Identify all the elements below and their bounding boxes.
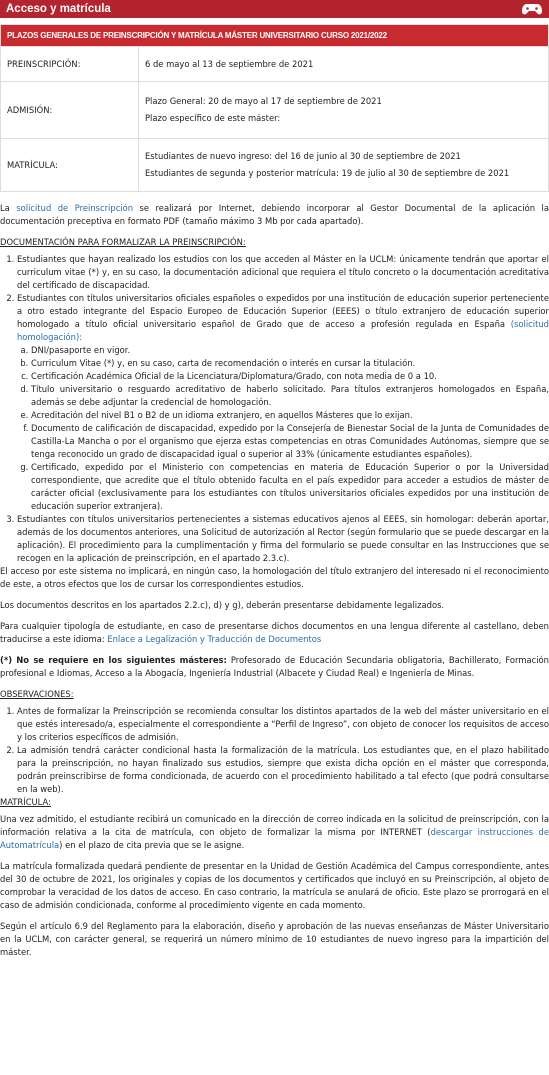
list-item: a. DNI/pasaporte en vigor.: [31, 344, 549, 357]
section-header: [0, 0, 549, 18]
observations-heading: OBSERVACIONES:: [0, 689, 74, 699]
translation-link[interactable]: Enlace a Legalización y Traducción de Documentos: [107, 634, 322, 644]
homologation-link[interactable]: (solicitud homologación):: [17, 319, 549, 342]
enrollment-paragraph: Una vez admitido, el estudiante recibirá un comunicado en la dirección de correo indicada en la solicitud de preinscripción, con la información relativa a la cita de matrícula, con objeto de formalizar la misma por INTERNET (descargar instrucciones de Automatrícula) en el plazo de cita previa que se le asigne.: [0, 814, 549, 850]
sublist: [17, 344, 549, 513]
list-item: 2. La admisión tendrá carácter condicional hasta la formalización de la matrícula. Los estudiantes que, en el plazo habilitado para la preinscripción, no hayan finalizado sus estudios, siempre que exista dicha opción en el máster que corresponda, podrán preinscribirse de forma condicionada, de acuerdo con el procedimiento habilitado a tal efecto (que podrá consultarse en la web).: [17, 744, 549, 796]
list-item: g. Certificado, expedido por el Ministerio con competencias en materia de Educación Superior o por la Universidad correspondiente, que acredite que el título obtenido faculta en el país expedidor para acceder a estudios de máster de carácter oficial (exclusivamente para los estudiantes con títulos universitarios oficiales expedidos por una institución de educación superior extranjera).: [31, 461, 549, 513]
preinscription-link[interactable]: solicitud de Preinscripción: [16, 203, 134, 213]
access-paragraph: El acceso por este sistema no implicará, en ningún caso, la homologación del título extranjero del interesado ni el reconocimiento de este, a otros efectos que los de cursar los correspondientes estudios.: [0, 566, 549, 589]
table-row: [1, 47, 549, 82]
row-value: 6 de mayo al 13 de septiembre de 2021: [139, 47, 549, 82]
table-row: [1, 82, 549, 139]
enrollment-heading: MATRÍCULA:: [0, 797, 51, 807]
table-row: [1, 139, 549, 192]
main-content: [0, 202, 549, 959]
observations-list: [0, 705, 549, 796]
legal-paragraph: Los documentos descritos en los apartados 2.2.c), d) y g), deberán presentarse debidamente legalizados.: [0, 600, 445, 610]
row-label: MATRÍCULA:: [1, 139, 139, 192]
documentation-list: [0, 253, 549, 565]
list-item: 1. Estudiantes que hayan realizado los estudios con los que acceden al Máster en la UCLM: únicamente tendrán que aportar el curriculum vitae (*) y, en su caso, la documentación adicional que requiera el título concreto o la documentación acreditativa del certificado de discapacidad.: [17, 253, 549, 292]
automatricula-link[interactable]: descargar instrucciones de Automatrícula: [0, 827, 549, 850]
section-title: Acceso y matrícula: [6, 2, 111, 15]
gamepad-icon: [521, 2, 543, 16]
list-item: 3. Estudiantes con títulos universitarios pertenecientes a sistemas educativos ajenos al EEES, sin homologar: deberán aportar, además de los documentos anteriores, una Solicitud de autorización al Rector (según formulario que se puede descargar en la aplicación). El procedimiento para la cumplimentación y firma del formulario se puede consultar en las Instrucciones que se recogen en la aplicación de preinscripción, en el apartado 2.3.c).: [17, 513, 549, 565]
list-item: f. Documento de calificación de discapacidad, expedido por la Consejería de Bienestar Social de la Junta de Comunidades de Castilla-La Mancha o por el organismo que ejerza estas competencias en otras Comunidades Autónomas, siempre que se tenga reconocido un grado de discapacidad igual o superior al 33% (únicamente estudiantes españoles).: [31, 422, 549, 461]
list-item: c. Certificación Académica Oficial de la Licenciatura/Diplomatura/Grado, con nota media de 0 a 10.: [31, 370, 549, 383]
row-label: ADMISIÓN:: [1, 82, 139, 139]
list-item: b. Curriculum Vitae (*) y, en su caso, carta de recomendación o interés en cursar la titulación.: [31, 357, 549, 370]
row-value: Plazo General: 20 de mayo al 17 de septiembre de 2021 Plazo específico de este máster:: [139, 82, 549, 139]
language-paragraph: Para cualquier tipología de estudiante, en caso de presentarse dichos documentos en una lengua diferente al castellano, deben traducirse a este idioma: Enlace a Legalización y Traducción de Documentos: [0, 621, 549, 644]
list-item: 1. Antes de formalizar la Preinscripción se recomienda consultar los distintos apartados de la web del máster universitario en el que estés interesado/a, especialmente el correspondiente a “Perfil de Ingreso”, con objeto de conocer los requisitos de acceso y los criterios específicos de admisión.: [17, 705, 549, 744]
documentation-heading: DOCUMENTACIÓN PARA FORMALIZAR LA PREINSCRIPCIÓN:: [0, 237, 246, 247]
row-value: Estudiantes de nuevo ingreso: del 16 de junio al 30 de septiembre de 2021 Estudiantes de segunda y posterior matrícula: 19 de julio al 30 de septiembre de 2021: [139, 139, 549, 192]
row-label: PREINSCRIPCIÓN:: [1, 47, 139, 82]
deadlines-table: [0, 24, 549, 192]
minimum-students-paragraph: Según el artículo 6.9 del Reglamento para la elaboración, diseño y aprobación de las nuevas enseñanzas de Máster Universitario en la UCLM, con carácter general, se requerirá un número mínimo de 10 estudiantes de nuevo ingreso para la impartición del máster.: [0, 921, 549, 957]
no-cv-paragraph: (*) No se requiere en los siguientes másteres: Profesorado de Educación Secundaria obligatoria, Bachillerato, Formación profesional e Idiomas, Acceso a la Abogacía, Ingeniería Industrial (Albacete y Ciudad Real) e Ingeniería de Minas.: [0, 655, 549, 678]
list-item: d. Título universitario o resguardo acreditativo de haberlo solicitado. Para títulos extranjeros homologados en España, además se debe adjuntar la credencial de homologación.: [31, 383, 549, 409]
intro-paragraph: La solicitud de Preinscripción se realizará por Internet, debiendo incorporar al Gestor Documental de la aplicación la documentación preceptiva en formato PDF (tamaño máximo 3 Mb por cada apartado).: [0, 203, 549, 226]
list-item: e. Acreditación del nivel B1 o B2 de un idioma extranjero, en aquellos Másteres que lo exijan.: [31, 409, 549, 422]
table-title: PLAZOS GENERALES DE PREINSCRIPCIÓN Y MATRÍCULA MÁSTER UNIVERSITARIO CURSO 2021/2022: [1, 25, 549, 47]
list-item: 2. Estudiantes con títulos universitarios oficiales españoles o expedidos por una institución de educación superior perteneciente a otro estado integrante del Espacio Europeo de Educación Superior (EEES) o título extranjero de educación superior homologado a título oficial universitario español de Grado que de acceso a profesión regulada en España (solicitud homologación): a. DNI/pasaporte en vigor. b. Curriculum Vitae (*) y, en su caso, carta de recomendación o interés en cursar la titulación. c. Certificación Académica Oficial de la Licenciatura/Diplomatura/Grado, con nota media de 0 a 10. d. Título universitario o resguardo acreditativo de haberlo solicitado. Para títulos extranjeros homologados en España, además se debe adjuntar la credencial de homologación. e. Acreditación del nivel B1 o B2 de un idioma extranjero, en aquellos Másteres que lo exijan. f. Documento de calificación de discapacidad, expedido por la Consejería de Bienestar Social de la Junta de Comunidades de Castilla-La Mancha o por el organismo que ejerza estas competencias en otras Comunidades Autónomas, siempre que se tenga reconocido un grado de discapacidad igual o superior al 33% (únicamente estudiantes españoles). g. Certificado, expedido por el Ministerio con competencias en materia de Educación Superior o por la Universidad correspondiente, que acredite que el título obtenido faculta en el país expedidor para acceder a estudios de máster de carácter oficial (exclusivamente para los estudiantes con títulos universitarios oficiales expedidos por una institución de educación superior extranjera).: [17, 292, 549, 513]
enrollment-docs-paragraph: La matrícula formalizada quedará pendiente de presentar en la Unidad de Gestión Académica del Campus correspondiente, antes del 30 de octubre de 2021, los originales y copias de los documentos y certificados que incluyó en su Preinscripción, al objeto de comprobar la veracidad de los datos de acceso. En caso contrario, la matrícula se anulará de oficio. Este plazo se prorrogará en el caso de admisión condicionada, conforme al procedimiento vigente en cada momento.: [0, 861, 549, 910]
